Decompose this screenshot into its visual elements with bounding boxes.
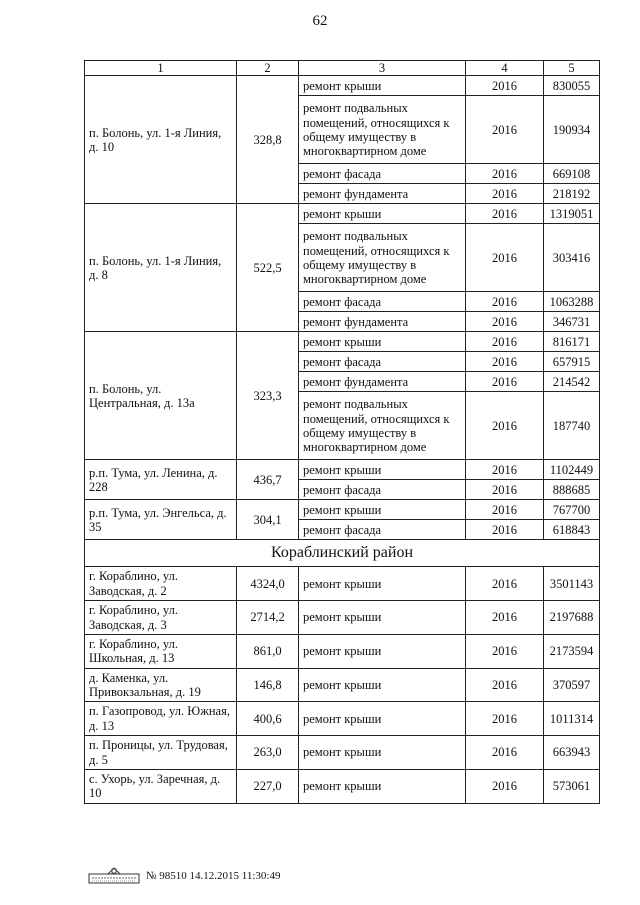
address-cell: п. Болонь, ул. 1-я Линия, д. 8 (85, 204, 237, 332)
year-cell: 2016 (466, 224, 544, 292)
address-cell: д. Каменка, ул. Привокзальная, д. 19 (85, 668, 237, 702)
year-cell: 2016 (466, 392, 544, 460)
cost-cell: 190934 (544, 96, 600, 164)
address-cell: г. Кораблино, ул. Школьная, д. 13 (85, 634, 237, 668)
work-type-cell: ремонт фасада (299, 520, 466, 540)
area-cell: 400,6 (237, 702, 299, 736)
table-row (85, 736, 600, 770)
year-cell: 2016 (466, 292, 544, 312)
registration-number: № 98510 14.12.2015 11:30:49 (146, 870, 281, 882)
address-cell: р.п. Тума, ул. Ленина, д. 228 (85, 460, 237, 500)
year-cell: 2016 (466, 96, 544, 164)
area-cell: 263,0 (237, 736, 299, 770)
work-type-cell: ремонт фундамента (299, 184, 466, 204)
work-type-cell: ремонт крыши (299, 769, 466, 803)
year-cell: 2016 (466, 769, 544, 803)
work-type-cell: ремонт фасада (299, 292, 466, 312)
work-type-cell: ремонт крыши (299, 736, 466, 770)
table-row (85, 601, 600, 635)
cost-cell: 2173594 (544, 634, 600, 668)
table-row (85, 204, 600, 224)
year-cell: 2016 (466, 668, 544, 702)
work-type-cell: ремонт фасада (299, 164, 466, 184)
area-cell: 861,0 (237, 634, 299, 668)
year-cell: 2016 (466, 76, 544, 96)
area-cell: 4324,0 (237, 567, 299, 601)
cost-cell: 669108 (544, 164, 600, 184)
cost-cell: 1102449 (544, 460, 600, 480)
cost-cell: 1319051 (544, 204, 600, 224)
area-cell: 2714,2 (237, 601, 299, 635)
table-row (85, 76, 600, 96)
address-cell: п. Болонь, ул. Центральная, д. 13а (85, 332, 237, 460)
work-type-cell: ремонт подвальных помещений, относящихся к общему имуществу в многоквартирном доме (299, 392, 466, 460)
table-row (85, 769, 600, 803)
table-row (85, 500, 600, 520)
area-cell: 146,8 (237, 668, 299, 702)
work-type-cell: ремонт фундамента (299, 312, 466, 332)
address-cell: г. Кораблино, ул. Заводская, д. 3 (85, 601, 237, 635)
work-type-cell: ремонт крыши (299, 634, 466, 668)
year-cell: 2016 (466, 164, 544, 184)
table-row (85, 634, 600, 668)
table-header-row (85, 61, 600, 76)
year-cell: 2016 (466, 520, 544, 540)
area-cell: 227,0 (237, 769, 299, 803)
area-cell: 522,5 (237, 204, 299, 332)
page-number: 62 (312, 13, 328, 29)
year-cell: 2016 (466, 736, 544, 770)
year-cell: 2016 (466, 184, 544, 204)
column-header: 4 (466, 61, 544, 76)
cost-cell: 767700 (544, 500, 600, 520)
works-table-body (85, 61, 600, 804)
cost-cell: 618843 (544, 520, 600, 540)
table-row (85, 332, 600, 352)
region-header-row (85, 540, 600, 567)
work-type-cell: ремонт подвальных помещений, относящихся к общему имуществу в многоквартирном доме (299, 96, 466, 164)
cost-cell: 816171 (544, 332, 600, 352)
work-type-cell: ремонт подвальных помещений, относящихся к общему имуществу в многоквартирном доме (299, 224, 466, 292)
work-type-cell: ремонт фасада (299, 480, 466, 500)
work-type-cell: ремонт крыши (299, 204, 466, 224)
cost-cell: 888685 (544, 480, 600, 500)
work-type-cell: ремонт крыши (299, 668, 466, 702)
cost-cell: 1011314 (544, 702, 600, 736)
column-header: 1 (85, 61, 237, 76)
region-title: Кораблинский район (85, 540, 600, 567)
year-cell: 2016 (466, 204, 544, 224)
table-row (85, 702, 600, 736)
address-cell: с. Ухорь, ул. Заречная, д. 10 (85, 769, 237, 803)
cost-cell: 1063288 (544, 292, 600, 312)
cost-cell: 663943 (544, 736, 600, 770)
footer-stamp (88, 866, 280, 886)
column-header: 3 (299, 61, 466, 76)
year-cell: 2016 (466, 460, 544, 480)
work-type-cell: ремонт крыши (299, 76, 466, 96)
cost-cell: 830055 (544, 76, 600, 96)
cost-cell: 657915 (544, 352, 600, 372)
work-type-cell: ремонт крыши (299, 332, 466, 352)
column-header: 5 (544, 61, 600, 76)
area-cell: 328,8 (237, 76, 299, 204)
table-row (85, 460, 600, 480)
cost-cell: 573061 (544, 769, 600, 803)
year-cell: 2016 (466, 332, 544, 352)
cost-cell: 346731 (544, 312, 600, 332)
cost-cell: 3501143 (544, 567, 600, 601)
work-type-cell: ремонт крыши (299, 702, 466, 736)
year-cell: 2016 (466, 312, 544, 332)
table-row (85, 567, 600, 601)
area-cell: 304,1 (237, 500, 299, 540)
year-cell: 2016 (466, 601, 544, 635)
cost-cell: 218192 (544, 184, 600, 204)
work-type-cell: ремонт крыши (299, 567, 466, 601)
address-cell: г. Кораблино, ул. Заводская, д. 2 (85, 567, 237, 601)
work-type-cell: ремонт крыши (299, 500, 466, 520)
work-type-cell: ремонт крыши (299, 601, 466, 635)
cost-cell: 303416 (544, 224, 600, 292)
area-cell: 323,3 (237, 332, 299, 460)
address-cell: п. Болонь, ул. 1-я Линия, д. 10 (85, 76, 237, 204)
area-cell: 436,7 (237, 460, 299, 500)
cost-cell: 370597 (544, 668, 600, 702)
address-cell: п. Газопровод, ул. Южная, д. 13 (85, 702, 237, 736)
work-type-cell: ремонт крыши (299, 460, 466, 480)
work-type-cell: ремонт фасада (299, 352, 466, 372)
year-cell: 2016 (466, 500, 544, 520)
cost-cell: 2197688 (544, 601, 600, 635)
year-cell: 2016 (466, 567, 544, 601)
table-row (85, 668, 600, 702)
work-type-cell: ремонт фундамента (299, 372, 466, 392)
works-table (84, 60, 600, 804)
year-cell: 2016 (466, 372, 544, 392)
address-cell: п. Проницы, ул. Трудовая, д. 5 (85, 736, 237, 770)
column-header: 2 (237, 61, 299, 76)
cost-cell: 187740 (544, 392, 600, 460)
registry-logo-icon (88, 866, 140, 886)
cost-cell: 214542 (544, 372, 600, 392)
year-cell: 2016 (466, 352, 544, 372)
address-cell: р.п. Тума, ул. Энгельса, д. 35 (85, 500, 237, 540)
year-cell: 2016 (466, 634, 544, 668)
year-cell: 2016 (466, 480, 544, 500)
year-cell: 2016 (466, 702, 544, 736)
